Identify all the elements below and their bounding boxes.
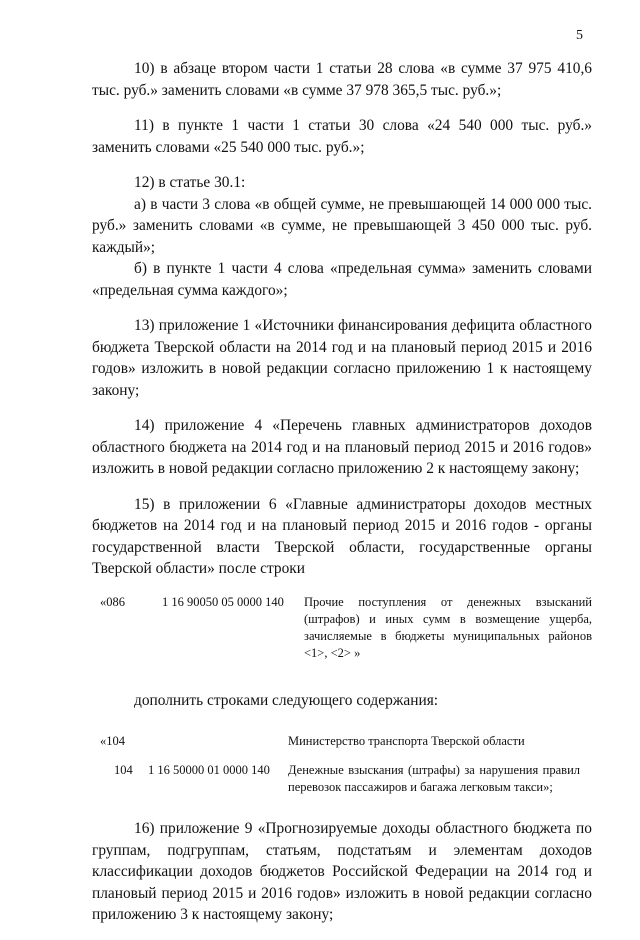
paragraph-item-10: 10) в абзаце втором части 1 статьи 28 слова «в сумме 37 975 410,6 тыс. руб.» заменить словами «в сумме 37 978 365,5 тыс. руб.»; (92, 60, 592, 99)
paragraph-item-14: 14) приложение 4 «Перечень главных администраторов доходов областного бюджета на 2014 год и на плановый период 2015 и 2016 годов» изложить в новой редакции согласно приложению 2 к настоящему закону; (92, 417, 592, 477)
admin-code: 104 (114, 763, 133, 777)
income-name: Прочие поступления от денежных взысканий (штрафов) и иных сумм в возмещение ущерба, зачисляемые в бюджеты муниципальных районов <1>, <2> » (304, 594, 592, 660)
document-body (92, 58, 592, 940)
paragraph-item-12-b: б) в пункте 1 части 4 слова «предельная сумма» заменить словами «предельная сумма каждого»; (92, 260, 592, 299)
income-name: Денежные взыскания (штрафы) за нарушения правил перевозок пассажиров и багажа легковым такси»; (288, 763, 580, 794)
income-classification-code: 1 16 90050 05 0000 140 (162, 594, 284, 609)
paragraph-supplement: дополнить строками следующего содержания: (134, 691, 439, 709)
page-number: 5 (576, 28, 583, 43)
admin-code: «086 (100, 594, 125, 609)
table-row (100, 762, 592, 796)
admin-code: «104 (100, 734, 125, 748)
paragraph-item-13: 13) приложение 1 «Источники финансирования дефицита областного бюджета Тверской области на 2014 год и на плановый период 2015 и 2016 годов» изложить в новой редакции согласно приложению 1 к настоящему закону; (92, 317, 592, 399)
paragraph-item-12-a: а) в части 3 слова «в общей сумме, не превышающей 14 000 000 тыс. руб.» заменить словами «в сумме, не превышающей 3 450 000 тыс. руб. каждый»; (92, 195, 592, 256)
table-row (100, 733, 592, 750)
paragraph-item-16: 16) приложение 9 «Прогнозируемые доходы областного бюджета по группам, подгруппам, статьям, подстатьям и элементам доходов классификации доходов бюджетов Российской Федерации на 2014 год и плановый период 2015 и 2016 годов» изложить в новой редакции согласно приложению 3 к настоящему закону; (92, 820, 592, 923)
paragraph-item-12-heading: 12) в статье 30.1: (134, 174, 246, 191)
income-name: Министерство транспорта Тверской области (288, 734, 525, 748)
income-classification-code: 1 16 50000 01 0000 140 (148, 763, 270, 777)
budget-table-new-rows (100, 733, 592, 796)
paragraph-item-11: 11) в пункте 1 части 1 статьи 30 слова «24 540 000 тыс. руб.» заменить словами «25 540 000 тыс. руб.»; (92, 117, 592, 156)
income-classification-code (148, 733, 288, 750)
paragraph-item-15: 15) в приложении 6 «Главные администраторы доходов местных бюджетов на 2014 год и на плановый период 2015 и 2016 годов - органы государственной власти Тверской области, государственные органы Тверской области» после строки (92, 495, 592, 577)
budget-table-row-086 (100, 594, 592, 662)
